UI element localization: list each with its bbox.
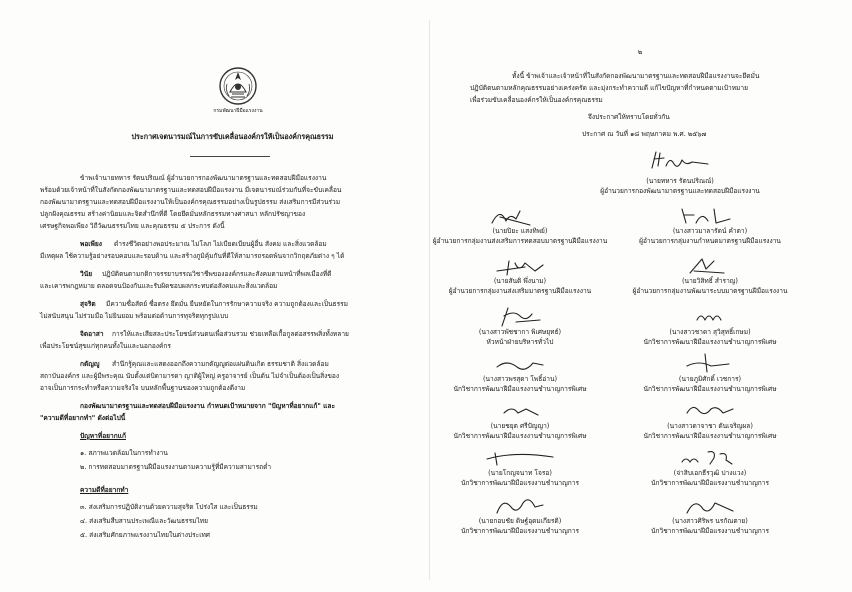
signatory-name: (นายโกญจนาท โจรอ) bbox=[488, 469, 552, 477]
problem-item: ๑. สภาพแวดล้อมในการทำงาน bbox=[80, 449, 168, 457]
signature-icon bbox=[680, 205, 734, 227]
signatory-position: นักวิชาการพัฒนาฝีมือแรงงานชำนาญการ bbox=[461, 479, 579, 487]
good-deeds-heading: ความดีที่อยากทำ bbox=[80, 486, 129, 494]
signatory-name: (นางสาวชาดา สุวิสุทธิ์เกษม) bbox=[669, 328, 751, 336]
signatory-position: ผู้อำนวยการกลุ่มงานส่งเสริมมาตรฐานฝีมือแรงงาน bbox=[448, 287, 592, 295]
virtue-text: สำนึกรู้คุณและแสดงออกถึงความกตัญญูต่อแผ่นดินเกิด ธรรมชาติ สิ่งแวดล้อม bbox=[112, 360, 329, 368]
director-signature-icon bbox=[650, 150, 710, 172]
signatory-position: หัวหน้าฝ่ายบริหารทั่วไป bbox=[486, 338, 554, 346]
emblem-caption: กรมพัฒนาฝีมือแรงงาน bbox=[213, 108, 263, 114]
title-underline bbox=[190, 156, 270, 157]
signature-icon bbox=[685, 495, 735, 517]
signatory-position: ผู้อำนวยการกลุ่มงานกำหนดมาตรฐานฝีมือแรงงาน bbox=[639, 237, 781, 245]
signatory-position: นักวิชาการพัฒนาฝีมือแรงงานชำนาญการพิเศษ bbox=[453, 385, 587, 393]
signatory-name: (นายสันติ พึ่งนาม) bbox=[493, 277, 547, 285]
signatory-name: (จ่าสิบเอกธีรวุฒิ บ่างแวง) bbox=[673, 469, 747, 477]
virtue-text: ดำรงชีวิตอย่างพอประมาณ ไม่โลภ ไม่เบียดเบียนผู้อื่น สังคม และสิ่งแวดล้อม bbox=[114, 240, 327, 248]
virtue-term: สุจริต bbox=[80, 300, 96, 308]
virtue-text: และเคารพกฎหมาย ตลอดจนป้องกันและรับผิดชอบผลกระทบต่อสังคมและสิ่งแวดล้อม bbox=[40, 282, 278, 290]
virtue-text: เพื่อประโยชน์สุขแก่ทุกคนทั้งในและนอกองค์กร bbox=[40, 342, 171, 350]
signature-icon bbox=[485, 449, 555, 469]
closing-line: เพื่อร่วมขับเคลื่อนองค์กรให้เป็นองค์กรคุณธรรม bbox=[470, 96, 603, 104]
signature-icon bbox=[685, 352, 731, 374]
virtue-text: อาจเป็นการกระทำหรือความจริงใจ บนหลักพื้นฐานของความถูกต้องดีงาม bbox=[40, 384, 246, 392]
signature-icon bbox=[495, 493, 545, 517]
virtue-text: สถาบันองค์กร และผู้มีพระคุณ นับตั้งแต่บิดามารดา ญาติผู้ใหญ่ ครูอาจารย์ เป็นต้น ไม่จำเป็นต้องเป็นสิ่งของ bbox=[40, 372, 340, 380]
intro-line: กองพัฒนามาตรฐานและทดสอบฝีมือแรงงานให้เป็นองค์กรคุณธรรมอย่างเป็นรูปธรรม ส่งเสริมการมีส่วนร่วม bbox=[40, 198, 341, 206]
virtue-term: กตัญญู bbox=[80, 360, 100, 368]
page-title: ประกาศเจตนารมณ์ในการขับเคลื่อนองค์กรให้เป็นองค์กรคุณธรรม bbox=[131, 132, 334, 141]
problem-item: ๒. การทดสอบมาตรฐานฝีมือแรงงานตามความรู้ที่มีความสามารถต่ำ bbox=[80, 463, 272, 471]
signatory-position: นักวิชาการพัฒนาฝีมือแรงงานชำนาญการพิเศษ bbox=[643, 338, 777, 346]
signatory-name: (นางสาวพรสุดา โพธิ์อ่าน) bbox=[482, 375, 558, 383]
signatory-name: (นายกอบชัย ดิษฐ์อุดมเกียรติ) bbox=[478, 517, 562, 525]
signatory-position: นักวิชาการพัฒนาฝีมือแรงงานชำนาญการพิเศษ bbox=[453, 432, 587, 440]
closing-line: ทั้งนี้ ข้าพเจ้าและเจ้าหน้าที่ในสังกัดกองพัฒนามาตรฐานและทดสอบฝีมือแรงงานจะยึดมั่น bbox=[512, 72, 760, 80]
signature-icon bbox=[688, 255, 728, 277]
good-deed-item: ๓. ส่งเสริมการปฏิบัติงานด้วยความสุจริต โปร่งใส และเป็นธรรม bbox=[80, 503, 258, 511]
announcement: จึงประกาศให้ทราบโดยทั่วกัน bbox=[588, 113, 670, 121]
right-page bbox=[432, 0, 840, 592]
signatory-name: (นายปิยะ แสงทิพย์) bbox=[492, 227, 548, 235]
virtue-text: มีความซื่อสัตย์ ซื่อตรง ยึดมั่น ยืนหยัดในการรักษาความจริง ความถูกต้องและเป็นธรรม bbox=[106, 300, 349, 308]
good-deed-item: ๕. ส่งเสริมศักยภาพแรงงานไทยในต่างประเทศ bbox=[80, 531, 210, 539]
virtue-text: ปฏิบัติตนตามกติกาจรรยาบรรณวิชาชีพขององค์กรและสังคมตามหน้าที่พลเมืองที่ดี bbox=[102, 270, 332, 278]
signatory-position: นักวิชาการพัฒนาฝีมือแรงงานชำนาญการพิเศษ bbox=[643, 385, 777, 393]
signatory-name: (นายชยุต ศรีปัญญา) bbox=[490, 422, 550, 430]
virtue-term: วินัย bbox=[80, 270, 93, 278]
signatory-position: ผู้อำนวยการกลุ่มงานส่งเสริมการทดสอบมาตรฐานฝีมือแรงงาน bbox=[432, 237, 608, 245]
problems-heading: ปัญหาที่อยากแก้ bbox=[80, 432, 126, 440]
signatory-name: (นายวิสิทธิ์ สำราญ) bbox=[681, 277, 738, 285]
virtue-text: ไม่สนับสนุน ไม่ร่วมมือ ไม่ยินยอม พร้อมต่อต้านการทุจริตทุกรูปแบบ bbox=[40, 312, 229, 320]
closing-line: ปฏิบัติตนตามหลักคุณธรรมอย่างเคร่งครัด และมุ่งกระทำความดี แก้ไขปัญหาที่กำหนดตามเป้าหมาย bbox=[470, 84, 748, 92]
goal-statement: "ความดีที่อยากทำ" ดังต่อไปนี้ bbox=[40, 414, 126, 422]
virtue-text: การให้และเสียสละประโยชน์ส่วนตนเพื่อส่วนรวม ช่วยเหลือเกื้อกูลต่อสรรพสิ่งทั้งหลาย bbox=[112, 330, 349, 338]
good-deed-item: ๔. ส่งเสริมสืบสานประเพณีและวัฒนธรรมไทย bbox=[80, 517, 209, 525]
signatory-name: (นางสาวศิริพร นรกัณตาย) bbox=[672, 517, 748, 525]
virtue-term: พอเพียง bbox=[80, 240, 102, 248]
signature-icon bbox=[680, 448, 736, 468]
director-name: (นายทหาร รัตนปริณณ์) bbox=[646, 177, 714, 185]
director-position: ผู้อำนวยการกองพัฒนามาตรฐานและทดสอบฝีมือแรงงาน bbox=[600, 187, 760, 195]
signatory-name: (นางสาวมาลารัตน์ คำตา) bbox=[672, 227, 748, 235]
signatory-position: ผู้อำนวยการกลุ่มงานพัฒนาระบบมาตรฐานฝีมือแรงงาน bbox=[632, 287, 788, 295]
signatory-position: นักวิชาการพัฒนาฝีมือแรงงานชำนาญการ bbox=[651, 479, 769, 487]
signature-icon bbox=[695, 310, 725, 324]
signatory-position: นักวิชาการพัฒนาฝีมือแรงงานชำนาญการ bbox=[461, 527, 579, 535]
intro-line: พร้อมด้วยเจ้าหน้าที่ในสังกัดกองพัฒนามาตรฐานและทดสอบฝีมือแรงงาน มีเจตนารมณ์ร่วมกันที่จะขับเคลื่อน bbox=[40, 186, 342, 194]
signature-icon bbox=[502, 403, 542, 419]
intro-line: ข้าพเจ้านายทหาร รัตนปริณณ์ ผู้อำนวยการกองพัฒนามาตรฐานและทดสอบฝีมือแรงงาน bbox=[80, 174, 327, 182]
page-number: ๒ bbox=[637, 48, 643, 56]
signatory-name: (นายภูมิศักดิ์ เวชการ) bbox=[678, 375, 742, 383]
signatory-name: (นางสาวดาจาชา ตันเจริญผล) bbox=[667, 422, 753, 430]
goal-statement: กองพัฒนามาตรฐานและทดสอบฝีมือแรงงาน กำหนดเป้าหมายจาก "ปัญหาที่อยากแก้" และ bbox=[80, 402, 335, 410]
intro-line: เศรษฐกิจพอเพียง วิถีวัฒนธรรมไทย และคุณธรรม ๕ ประการ ดังนี้ bbox=[40, 222, 225, 230]
virtue-term: จิตอาสา bbox=[80, 330, 104, 338]
signature-icon bbox=[495, 355, 545, 373]
date-line: ประกาศ ณ วันที่ ๑๘ พฤษภาคม พ.ศ. ๒๕๖๗ bbox=[582, 130, 707, 138]
intro-line: ปลูกฝังคุณธรรม สร้างค่านิยมและจิตสำนึกที่ดี โดยยึดมั่นหลักธรรมทางศาสนา หลักปรัชญาของ bbox=[40, 210, 306, 218]
signature-icon bbox=[490, 205, 540, 227]
signature-icon bbox=[685, 401, 735, 419]
signature-icon bbox=[495, 257, 545, 277]
signatory-name: (นางสาวพัชชากา พิเศษยุทธ์) bbox=[478, 328, 562, 336]
virtue-text: มีเหตุผล ใช้ความรู้อย่างรอบคอบและรอบด้าน และสร้างภูมิคุ้มกันที่ดีให้สามารถรอดพ้นจากวิกฤตภัยต่าง ๆ ได้ bbox=[40, 252, 345, 260]
signatory-position: นักวิชาการพัฒนาฝีมือแรงงานชำนาญการพิเศษ bbox=[643, 432, 777, 440]
left-page bbox=[40, 0, 425, 592]
signatory-position: นักวิชาการพัฒนาฝีมือแรงงานชำนาญการ bbox=[651, 527, 769, 535]
page-fold bbox=[429, 20, 430, 580]
signature-icon bbox=[500, 306, 544, 328]
